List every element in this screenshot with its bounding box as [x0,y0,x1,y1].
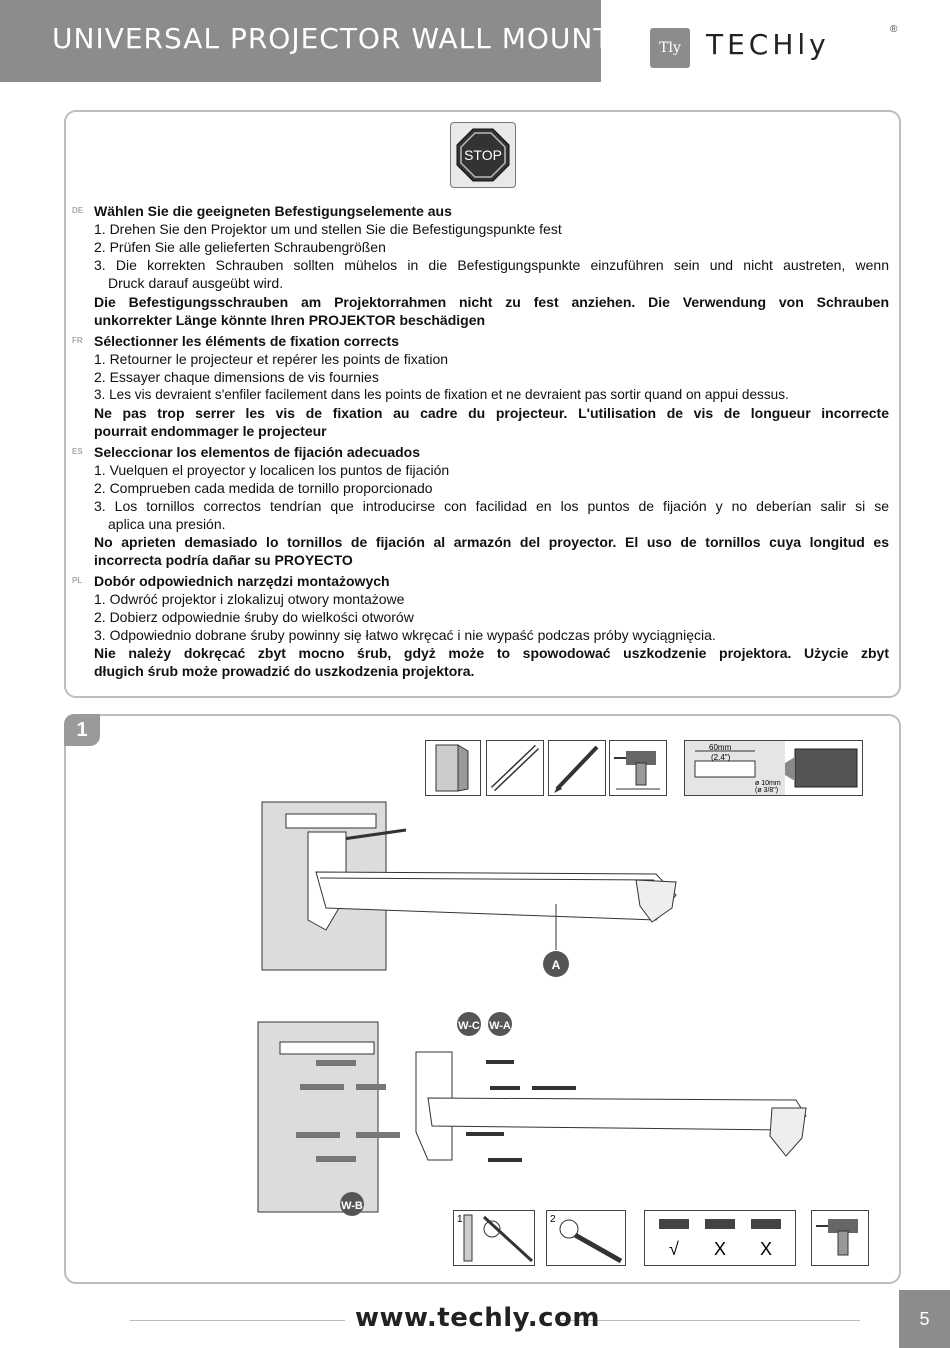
footer-rule-right [560,1320,860,1321]
warning-text: incorrecta podría dañar su PROYECTO [94,552,353,568]
part-wc-label: W-C [458,1020,480,1032]
drill-depth-diagram [684,740,863,796]
step-text: 1. Retourner le projecteur et repérer les points de fixation [94,351,449,367]
step-text: 3. Los tornillos correctos tendrían que introducirse con facilidad en los puntos de fijación y no deberían salir si se [94,498,889,514]
exploded-fixings-illustration [256,1012,816,1222]
substep-2-drilling-box [546,1210,626,1266]
spirit-level-icon [486,740,544,796]
mount-on-wall-illustration [256,800,696,980]
step-text: 1. Vuelquen el proyector y localicen los puntos de fijación [94,462,450,478]
step-text: 2. Comprueben cada medida de tornillo proporcionado [94,480,433,496]
svg-text:60mm: 60mm [709,743,732,752]
section-heading: Seleccionar los elementos de fijación adecuados [94,444,421,460]
brand-logo [650,22,900,82]
brand-monogram: Tly [650,28,690,68]
svg-text:(2.4"): (2.4") [711,753,731,762]
substep-1-label: 1 [457,1214,463,1225]
part-wb-label: W-B [341,1200,363,1212]
lang-code-fr: FR [72,336,83,345]
warning-text: pourrait endommager le projecteur [94,423,327,439]
stop-label: STOP [464,147,502,163]
part-wa-label: W-A [489,1020,511,1032]
step-text: 3. Odpowiednio dobrane śruby powinny się łatwo wkręcać i nie wypaść podczas próby wyciągnięcia. [94,627,716,643]
registered-mark: ® [890,24,898,35]
step-text: 1. Odwróć projektor i zlokalizuj otwory montażowe [94,591,405,607]
warning-text: Nie należy dokręcać zbyt mocno śrub, gdyż może to spowodować uszkodzenie projektora. Użycie zbyt [94,645,889,661]
instructions-panel [64,110,901,698]
substep-1-marking-box [453,1210,535,1266]
brand-name: TECHly [706,28,830,61]
lang-code-pl: PL [72,576,83,585]
section-heading: Sélectionner les éléments de fixation corrects [94,333,400,349]
substep-2-label: 2 [550,1214,556,1225]
warning-text: Ne pas trop serrer les vis de fixation au cadre du projecteur. L'utilisation de vis de longueur incorrecte [94,405,889,421]
level-mark-correct: √ [669,1239,679,1259]
section-heading: Wählen Sie die geeigneten Befestigungselemente aus [94,203,452,219]
drill-icon [811,1210,869,1266]
level-mark-wrong: X [759,1239,773,1259]
level-check-box [644,1210,796,1266]
step-text: 2. Dobierz odpowiednie śruby do wielkości otworów [94,609,414,625]
page-title: UNIVERSAL PROJECTOR WALL MOUNT [52,22,612,55]
pencil-icon [548,740,606,796]
level-mark-wrong: X [713,1239,727,1259]
section-heading: Dobór odpowiednich narzędzi montażowych [94,573,390,589]
step-text: 2. Essayer chaque dimensions de vis fournies [94,369,379,385]
wall-icon [425,740,481,796]
warning-text: długich śrub może prowadzić do uszkodzenia projektora. [94,663,475,679]
stop-sign-icon [450,122,516,188]
step-text: 3. Les vis devraient s'enfiler facilement dans les points de fixation et ne devraient pas sortir quand on appui dessus. [94,387,789,402]
step-text: Druck darauf ausgeübt wird. [108,275,284,291]
footer-website-link[interactable]: www.techly.com [355,1303,600,1333]
step-text: 2. Prüfen Sie alle gelieferten Schraubengrößen [94,239,386,255]
step-text: 3. Die korrekten Schrauben sollten mühelos in die Befestigungspunkte einzuführen sein und nicht austreten, wenn [94,257,889,273]
warning-text: unkorrekter Länge könnte Ihren PROJEKTOR beschädigen [94,312,486,328]
drill-icon [609,740,667,796]
footer-rule-left [130,1320,345,1321]
page-number: 5 [899,1290,950,1348]
warning-text: Die Befestigungsschrauben am Projektorrahmen nicht zu fest anziehen. Die Verwendung von Schrauben [94,294,889,310]
lang-code-de: DE [72,206,84,215]
part-a-label: A [551,958,561,972]
step-text: 1. Drehen Sie den Projektor um und stellen Sie die Befestigungspunkte fest [94,221,562,237]
step-number-badge: 1 [64,714,100,746]
step-text: aplica una presión. [108,516,226,532]
warning-text: No aprieten demasiado lo tornillos de fijación al armazón del proyector. El uso de tornillos cuya longitud es [94,534,889,550]
lang-code-es: ES [72,447,83,456]
svg-text:ø 10mm: ø 10mm [755,780,781,787]
step-1-panel [64,714,901,1284]
svg-text:(ø 3/8"): (ø 3/8") [755,787,779,794]
